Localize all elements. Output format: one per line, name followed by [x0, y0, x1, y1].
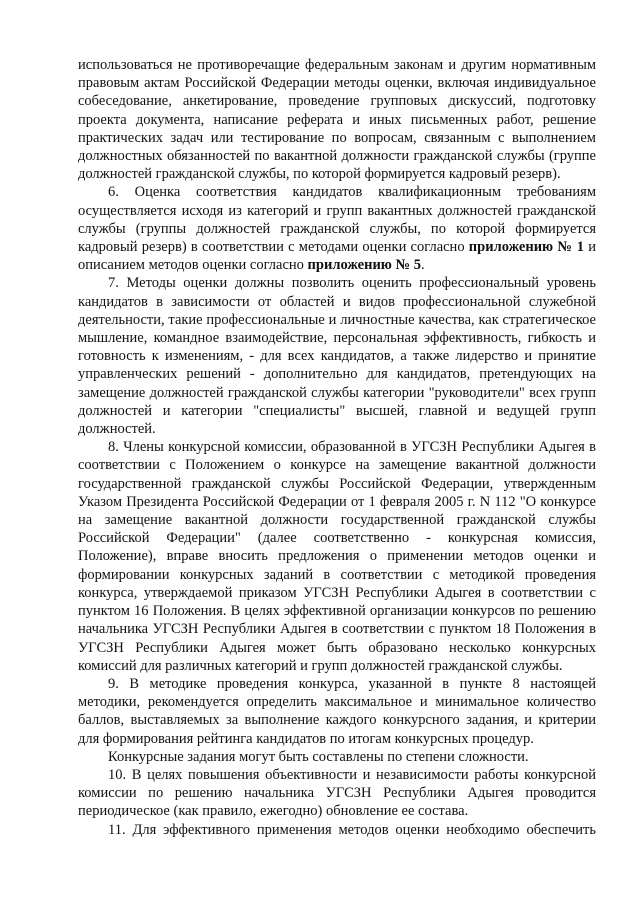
paragraph-7 [78, 274, 596, 438]
appendix-5-reference: приложению № 5 [307, 257, 421, 274]
paragraph-11 [78, 821, 596, 839]
paragraph-text: Конкурсные задания могут быть составлены по степени сложности. [108, 748, 529, 765]
paragraph-text: 7. Методы оценки должны позволить оценить профессиональный уровень кандидатов в зависимости от областей и видов профессиональной служебной деятельности, такие профессиональные и личностные качества, как стратегическое мышление, командное взаимодействие, персональная эффективность, гибкость и готовность к изменениям, - для всех кандидатов, а также лидерство и принятие управленческих решений - дополнительно для кандидатов, претендующих на замещение должностей гражданской службы категории "руководители" всех групп должностей и категории "специалисты" высшей, главной и ведущей групп должностей. [78, 275, 596, 438]
paragraph-text: 9. В методике проведения конкурса, указанной в пункте 8 настоящей методики, рекомендуется определить максимальное и минимальное количество баллов, выставляемых за выполнение каждого конкурсного задания, и критерии для формирования рейтинга кандидатов по итогам конкурсных процедур. [78, 675, 596, 747]
paragraph-6 [78, 183, 596, 274]
appendix-1-reference: приложению № 1 [468, 239, 585, 256]
paragraph-continuation [78, 56, 596, 183]
paragraph-10 [78, 766, 596, 821]
document-page [78, 56, 596, 839]
paragraph-text: 8. Члены конкурсной комиссии, образованной в УГСЗН Республики Адыгея в соответствии с Положением о конкурсе на замещение вакантной должности государственной гражданской службы Российской Федерации, утвержденным Указом Президента Российской Федерации от 1 февраля 2005 г. N 112 "О конкурсе на замещение вакантной должности государственной гражданской службы Российской Федерации" (далее соответственно - конкурсная комиссия, Положение), вправе вносить предложения о применении методов оценки и формировании конкурсных заданий в соответствии с методикой проведения конкурса, утверждаемой приказом УГСЗН Республики Адыгея в соответствии с пунктом 16 Положения. В целях эффективной организации конкурсов по решению начальника УГСЗН Республики Адыгея в соответствии с пунктом 18 Положения в УГСЗН Республики Адыгея может быть образовано несколько конкурсных комиссий для различных категорий и групп должностей гражданской службы. [78, 439, 596, 674]
paragraph-text: 11. Для эффективного применения методов оценки необходимо обеспечить [108, 821, 596, 838]
paragraph-text: . [420, 257, 425, 274]
paragraph-8 [78, 438, 596, 675]
paragraph-text: 6. Оценка соответствия кандидатов квалификационным требованиям осуществляется исходя из категорий и групп вакантных должностей гражданской службы (группы должностей гражданской службы, по которой формируется кадровый резерв) в соответствии с методами оценки согласно [78, 184, 596, 256]
paragraph-text: и описанием методов оценки согласно [78, 239, 596, 274]
paragraph-9-note [78, 748, 596, 766]
paragraph-text: использоваться не противоречащие федеральным законам и другим нормативным правовым актам Российской Федерации методы оценки, включая индивидуальное собеседование, анкетирование, проведение групповых дискуссий, подготовку проекта документа, написание реферата и иных письменных работ, решение практических задач или тестирование по вопросам, связанным с выполнением должностных обязанностей по вакантной должности гражданской службы (группе должностей гражданской службы, по которой формируется кадровый резерв). [78, 57, 596, 183]
paragraph-text: 10. В целях повышения объективности и независимости работы конкурсной комиссии по решению начальника УГСЗН Республики Адыгея проводится периодическое (как правило, ежегодно) обновление ее состава. [78, 766, 596, 820]
paragraph-9 [78, 675, 596, 748]
